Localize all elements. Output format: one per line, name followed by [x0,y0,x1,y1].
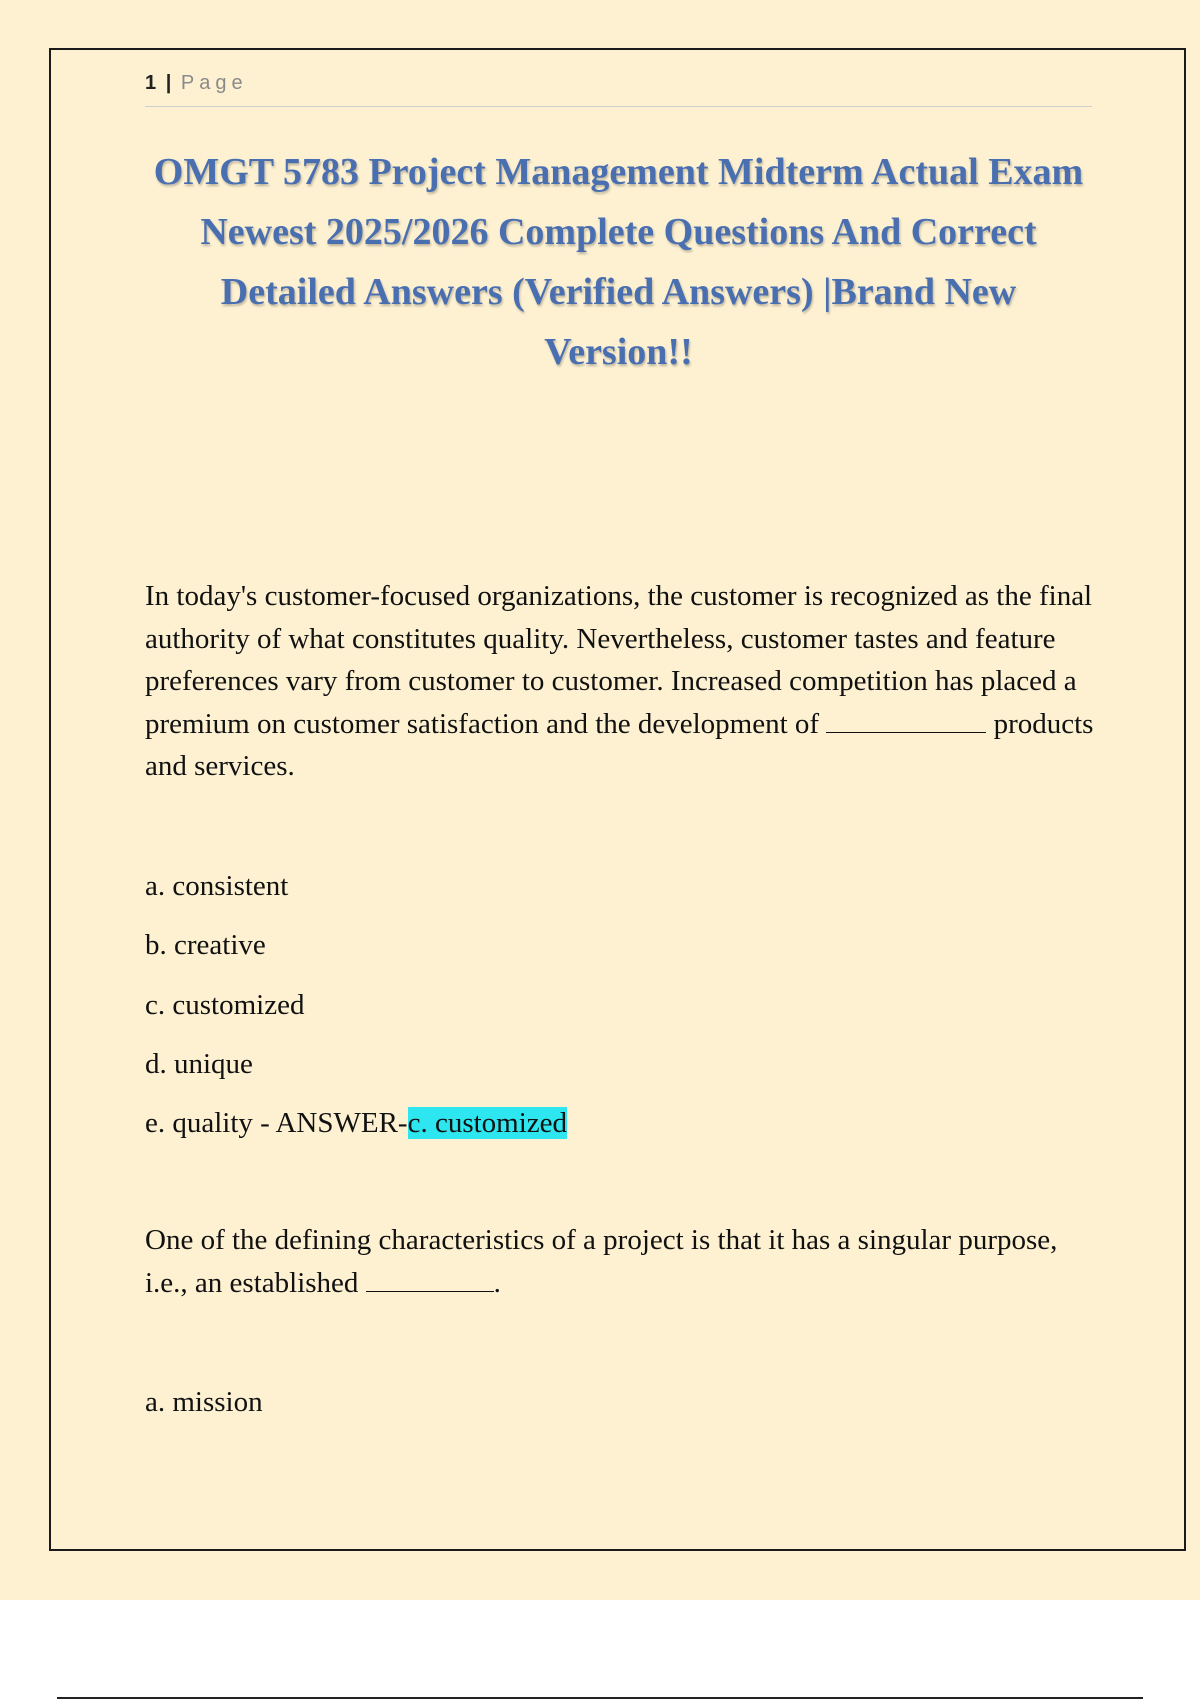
question-2-text [145,1219,1095,1304]
question-2-option-a: a. mission [145,1386,263,1418]
question-1-text-after: products and services. [145,707,1094,782]
question-1-option-e [145,1103,567,1143]
question-1-text [145,575,1095,788]
footer-divider [57,1697,1143,1699]
fill-in-blank [826,704,986,733]
question-1-option-d: d. unique [145,1048,253,1080]
question-1-option-c: c. customized [145,989,305,1021]
question-1-option-a: a. consistent [145,870,289,902]
question-2-text-before: One of the defining characteristics of a project is that it has a singular purpose, i.e., an established [145,1224,1058,1299]
page-number: 1 [145,72,157,94]
document-title: OMGT 5783 Project Management Midterm Actual Exam Newest 2025/2026 Complete Questions And Correct Detailed Answers (Verified Answers) |Brand New Version!! [153,151,1084,373]
question-1-option-b: b. creative [145,929,266,961]
option-e-prefix: e. quality - ANSWER- [145,1107,408,1139]
question-2-text-after: . [493,1266,501,1299]
fill-in-blank [366,1263,494,1292]
page-label: Page [180,72,248,94]
question-1-text-before: In today's customer-focused organizations, the customer is recognized as the final authority of what constitutes quality. Nevertheless, customer tastes and feature preferences vary from customer to customer. Increased competition has placed a premium on customer satisfaction and the development of [145,580,1093,740]
page-header [145,72,1092,107]
header-separator: | [165,72,172,94]
highlighted-answer: c. customized [407,1107,568,1139]
